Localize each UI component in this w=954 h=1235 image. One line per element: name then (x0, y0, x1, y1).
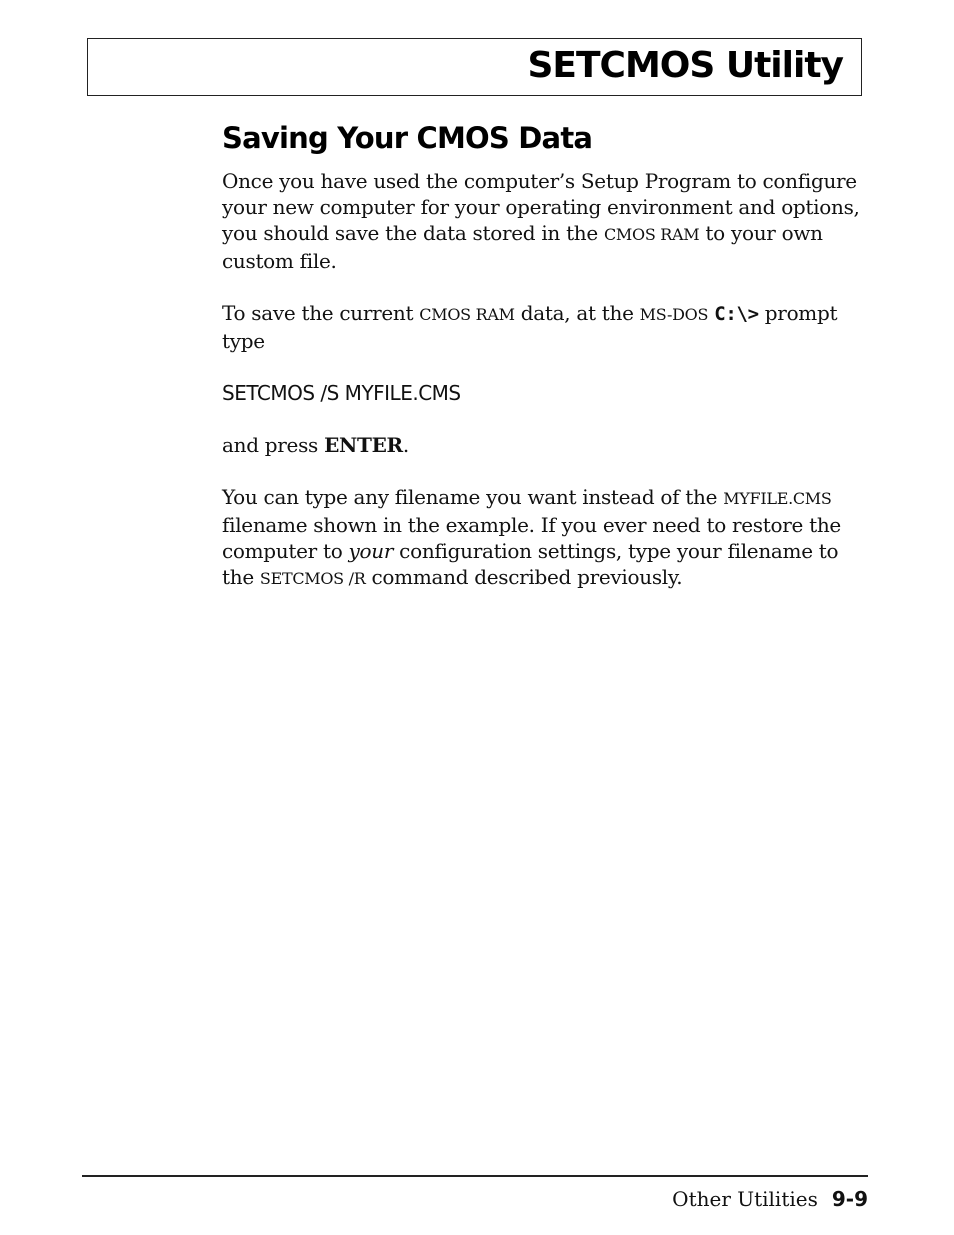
small-caps-term: MYFILE.CMS (723, 489, 832, 508)
header-box (87, 38, 862, 96)
footer-rule (82, 1175, 868, 1177)
small-caps-term: MS-DOS (639, 305, 709, 324)
footer-section: Other Utilities (672, 1187, 818, 1211)
main-content (222, 121, 862, 618)
command-example: SETCMOS /S MYFILE.CMS (222, 381, 461, 405)
chapter-title: SETCMOS Utility (527, 45, 843, 86)
text-run: filename shown in the example. If you ever need to restore the computer to (222, 513, 841, 563)
text-run: command described previously. (365, 565, 683, 589)
text-run: . (402, 433, 409, 457)
text-run: configuration settings, type your filename to the (222, 539, 839, 589)
text-run: data, at the (514, 301, 640, 325)
small-caps-term: CMOS RAM (603, 225, 700, 244)
paragraph-filename-note (222, 484, 862, 592)
text-run: You can type any filename you want instead of the (222, 485, 724, 509)
section-heading: Saving Your CMOS Data (222, 121, 593, 155)
text-run: prompt type (222, 301, 838, 353)
page-footer (672, 1187, 868, 1211)
text-run: Once you have used the computer’s Setup Program to configure your new computer for your operating environment and options, you should save the data stored in the (222, 169, 860, 245)
paragraph-intro (222, 168, 862, 274)
paragraph-save-instructions (222, 300, 862, 354)
text-run: To save the current (222, 301, 420, 325)
paragraph-press-enter (222, 432, 862, 458)
small-caps-term: CMOS RAM (419, 305, 515, 324)
emphasis: your (348, 539, 394, 563)
text-run: to your own custom file. (222, 221, 823, 273)
key-name: ENTER (324, 433, 403, 457)
text-run: and press (222, 433, 325, 457)
small-caps-term: SETCMOS /R (259, 569, 366, 588)
page-number: 9-9 (831, 1187, 868, 1211)
dos-prompt: C:\> (714, 303, 759, 325)
